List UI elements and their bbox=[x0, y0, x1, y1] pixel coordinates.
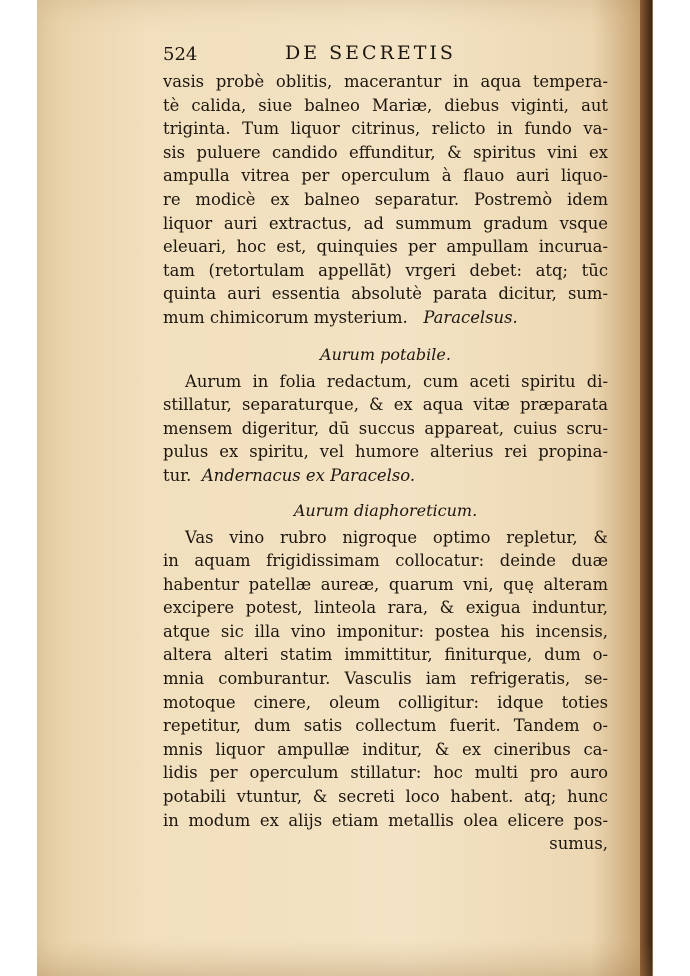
text-line: in aquam frigidissimam collocatur: deinde duæ bbox=[163, 551, 608, 571]
text-line: motoque cinere, oleum colligitur: idque toties bbox=[163, 692, 608, 712]
text-line: habentur patellæ aureæ, quarum vni, quę alteram bbox=[163, 574, 608, 594]
text-line: mnis liquor ampullæ inditur, & ex cineribus ca- bbox=[163, 739, 608, 759]
section-heading: Aurum diaphoreticum. bbox=[293, 500, 478, 520]
text-line: quinta auri essentia absolutè parata dicitur, sum- bbox=[163, 284, 608, 304]
text-line: re modicè ex balneo separatur. Postremò idem bbox=[163, 189, 608, 209]
text-line: vasis probè oblitis, macerantur in aqua tempera- bbox=[163, 72, 608, 91]
text-line: sis puluere candido effunditur, & spiritus vini ex bbox=[163, 142, 608, 162]
text-line: excipere potest, linteola rara, & exigua induntur, bbox=[163, 598, 608, 618]
text-line: lidis per operculum stillatur: hoc multi pro auro bbox=[163, 763, 608, 783]
running-head: DE SECRETIS bbox=[285, 42, 456, 64]
paragraph-3 bbox=[163, 526, 608, 856]
paragraph-2 bbox=[163, 370, 608, 488]
text-line: tè calida, siue balneo Mariæ, diebus viginti, aut bbox=[163, 95, 608, 115]
text-line: tam (retortulam appellāt) vrgeri debet: atq; tūc bbox=[163, 260, 608, 280]
page-gutter-edge bbox=[640, 0, 652, 976]
text-line: in modum ex alijs etiam metallis olea elicere pos- bbox=[163, 810, 608, 830]
text-line: atque sic illa vino imponitur: postea his incensis, bbox=[163, 621, 608, 641]
page-header bbox=[163, 40, 608, 70]
page-text bbox=[163, 40, 608, 856]
source-citation: Paracelsus. bbox=[423, 307, 518, 327]
text-line: liquor auri extractus, ad summum gradum vsque bbox=[163, 213, 608, 233]
text-line: mensem digeritur, dū succus appareat, cuius scru- bbox=[163, 418, 608, 438]
text-line: repetitur, dum satis collectum fuerit. Tandem o- bbox=[163, 716, 608, 736]
text-line: mnia comburantur. Vasculis iam refrigeratis, se- bbox=[163, 669, 608, 689]
page-bottom-shadow bbox=[37, 940, 653, 976]
section-heading: Aurum potabile. bbox=[320, 344, 451, 364]
page-number: 524 bbox=[163, 44, 198, 65]
spacer bbox=[163, 330, 608, 340]
text-line bbox=[163, 464, 608, 488]
text-span: mum chimicorum mysterium. bbox=[163, 307, 408, 327]
source-citation: Andernacus ex Paracelso. bbox=[201, 465, 416, 485]
paragraph-1 bbox=[163, 70, 608, 330]
catchword: sumus, bbox=[549, 834, 608, 854]
text-line: Aurum in folia redactum, cum aceti spiritu di- bbox=[185, 371, 608, 391]
text-line bbox=[163, 306, 608, 330]
text-line: eleuari, hoc est, quinquies per ampullam incurua- bbox=[163, 237, 608, 257]
text-line: stillatur, separaturque, & ex aqua vitæ præparata bbox=[163, 395, 608, 415]
text-span: tur. bbox=[163, 465, 192, 485]
text-line: pulus ex spiritu, vel humore alterius rei propina- bbox=[163, 442, 608, 462]
spacer bbox=[163, 488, 608, 496]
text-line: ampulla vitrea per operculum à flauo auri liquo- bbox=[163, 166, 608, 186]
text-line: Vas vino rubro nigroque optimo repletur, & bbox=[185, 527, 608, 547]
text-line: triginta. Tum liquor citrinus, relicto in fundo va- bbox=[163, 119, 608, 139]
text-line: potabili vtuntur, & secreti loco habent. atq; hunc bbox=[163, 787, 608, 807]
text-line: altera alteri statim immittitur, finiturque, dum o- bbox=[163, 645, 608, 665]
